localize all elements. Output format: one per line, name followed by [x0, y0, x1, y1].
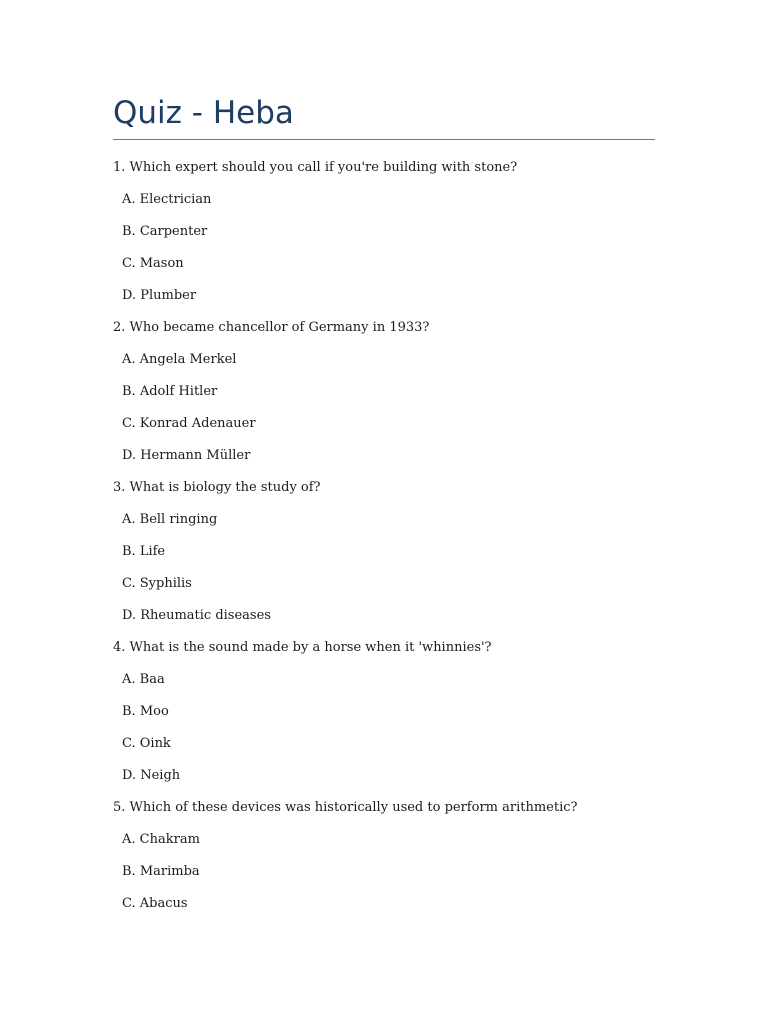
- page-title: Quiz - Heba: [113, 95, 294, 131]
- answer-option: A. Bell ringing: [122, 512, 218, 527]
- answer-options: [113, 671, 673, 785]
- answer-options: [113, 351, 673, 465]
- answer-option: C. Abacus: [122, 896, 188, 911]
- answer-option: B. Moo: [122, 704, 169, 719]
- answer-option: C. Syphilis: [122, 576, 192, 591]
- answer-option: A. Baa: [122, 672, 165, 687]
- title-divider: [113, 139, 655, 140]
- question-text: 2. Who became chancellor of Germany in 1933?: [113, 320, 430, 335]
- question-text: 1. Which expert should you call if you're building with stone?: [113, 160, 518, 175]
- question-text: 4. What is the sound made by a horse when it 'whinnies'?: [113, 640, 492, 655]
- answer-option: C. Konrad Adenauer: [122, 416, 256, 431]
- answer-option: A. Angela Merkel: [122, 352, 237, 367]
- question-item: [113, 479, 673, 625]
- answer-options: [113, 511, 673, 625]
- question-item: [113, 799, 673, 913]
- question-text: 3. What is biology the study of?: [113, 480, 321, 495]
- answer-option: D. Rheumatic diseases: [122, 608, 271, 623]
- question-item: [113, 159, 673, 305]
- question-text: 5. Which of these devices was historically used to perform arithmetic?: [113, 800, 578, 815]
- question-list: [113, 159, 673, 927]
- answer-options: [113, 191, 673, 305]
- answer-option: A. Chakram: [122, 832, 200, 847]
- answer-option: D. Neigh: [122, 768, 181, 783]
- answer-option: D. Plumber: [122, 288, 197, 303]
- question-item: [113, 319, 673, 465]
- question-item: [113, 639, 673, 785]
- answer-option: B. Carpenter: [122, 224, 208, 239]
- answer-option: B. Adolf Hitler: [122, 384, 218, 399]
- answer-option: D. Hermann Müller: [122, 448, 251, 463]
- answer-option: B. Life: [122, 544, 166, 559]
- answer-option: C. Oink: [122, 736, 171, 751]
- answer-options: [113, 831, 673, 913]
- answer-option: A. Electrician: [122, 192, 212, 207]
- answer-option: B. Marimba: [122, 864, 200, 879]
- answer-option: C. Mason: [122, 256, 184, 271]
